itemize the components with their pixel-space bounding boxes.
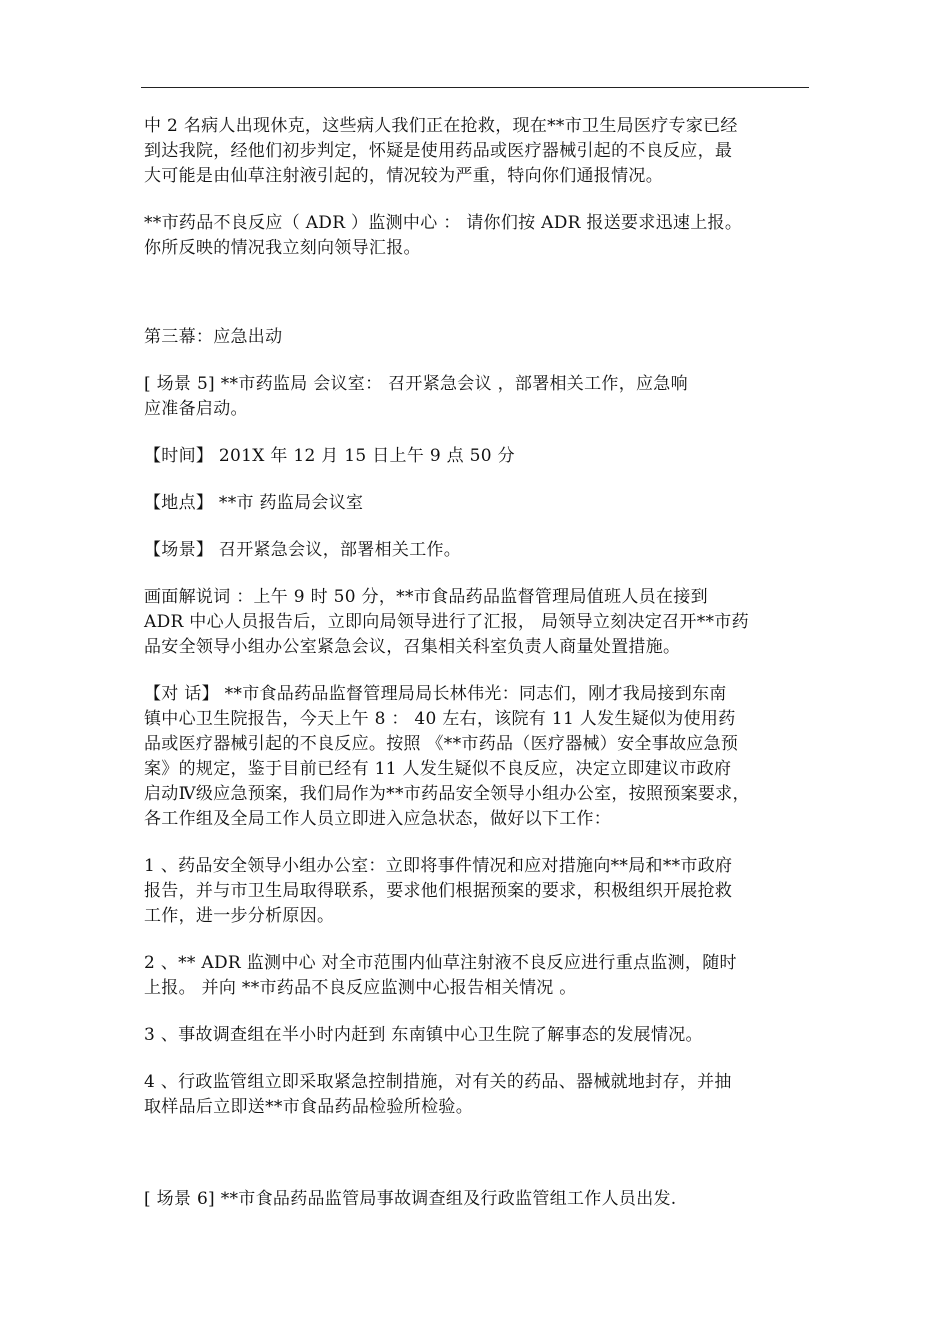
text-line: 画面解说词 ：上午 9 时 50 分，**市食品药品监督管理局值班人员在接到 bbox=[144, 587, 708, 607]
paragraph-scene bbox=[144, 538, 806, 563]
text-line: 报告，并与市卫生局取得联系，要求他们根据预案的要求，积极组织开展抢救 bbox=[144, 881, 733, 901]
text-line: 案》的规定，鉴于目前已经有 11 人发生疑似不良反应，决定立即建议市政府 bbox=[144, 759, 732, 779]
text-line: 镇中心卫生院报告，今天上午 8 ： 40 左右，该院有 11 人发生疑似为使用药 bbox=[144, 709, 736, 729]
text-line: 1 、药品安全领导小组办公室：立即将事件情况和应对措施向**局和**市政府 bbox=[144, 856, 733, 876]
text-line: 3 、事故调查组在半小时内赶到 东南镇中心卫生院了解事态的发展情况。 bbox=[144, 1025, 703, 1045]
text-line: 上报。 并向 **市药品不良反应监测中心报告相关情况 。 bbox=[144, 978, 577, 998]
list-item-3 bbox=[144, 1023, 806, 1048]
text-line: 品安全领导小组办公室紧急会议，召集相关科室负责人商量处置措施。 bbox=[144, 637, 681, 657]
text-line: 【时间】 201X 年 12 月 15 日上午 9 点 50 分 bbox=[144, 446, 515, 466]
paragraph-narration bbox=[144, 585, 806, 660]
paragraph-place bbox=[144, 491, 806, 516]
paragraph-scene-5 bbox=[144, 372, 806, 422]
text-line: 你所反映的情况我立刻向领导汇报。 bbox=[144, 238, 421, 258]
paragraph-dialogue bbox=[144, 682, 806, 832]
text-line: 启动Ⅳ级应急预案，我们局作为**市药品安全领导小组办公室，按照预案要求， bbox=[144, 784, 750, 804]
text-line: 【场景】 召开紧急会议，部署相关工作。 bbox=[144, 540, 462, 560]
list-item-2 bbox=[144, 951, 806, 1001]
text-line: 【地点】 **市 药监局会议室 bbox=[144, 493, 364, 513]
text-line: **市药品不良反应（ ADR ）监测中心 ： 请你们按 ADR 报送要求迅速上报。 bbox=[144, 213, 743, 233]
text-line: ADR 中心人员报告后，立即向局领导进行了汇报， 局领导立刻决定召开**市药 bbox=[144, 612, 749, 632]
text-line: [ 场景 5] **市药监局 会议室： 召开紧急会议 ，部署相关工作，应急响 bbox=[144, 374, 688, 394]
text-line: 品或医疗器械引起的不良反应。按照 《**市药品（医疗器械）安全事故应急预 bbox=[144, 734, 739, 754]
paragraph-scene-6 bbox=[144, 1187, 806, 1212]
paragraph-hospital-report bbox=[144, 114, 806, 189]
text-line: [ 场景 6] **市食品药品监管局事故调查组及行政监管组工作人员出发. bbox=[144, 1189, 677, 1209]
paragraph-time bbox=[144, 444, 806, 469]
text-line: 【对 话】 **市食品药品监督管理局局长林伟光：同志们，刚才我局接到东南 bbox=[144, 684, 727, 704]
text-line: 4 、行政监管组立即采取紧急控制措施，对有关的药品、器械就地封存，并抽 bbox=[144, 1072, 732, 1092]
document-body bbox=[144, 114, 806, 1234]
header-rule bbox=[141, 87, 809, 88]
text-line: 到达我院，经他们初步判定，怀疑是使用药品或医疗器械引起的不良反应，最 bbox=[144, 141, 733, 161]
text-line: 中 2 名病人出现休克，这些病人我们正在抢救，现在**市卫生局医疗专家已经 bbox=[144, 116, 738, 136]
text-line: 应准备启动。 bbox=[144, 399, 248, 419]
spacer bbox=[144, 283, 806, 325]
act-heading bbox=[144, 325, 806, 350]
act-title: 第三幕：应急出动 bbox=[144, 327, 283, 347]
text-line: 工作，进一步分析原因。 bbox=[144, 906, 335, 926]
text-line: 2 、** ADR 监测中心 对全市范围内仙草注射液不良反应进行重点监测，随时 bbox=[144, 953, 737, 973]
text-line: 大可能是由仙草注射液引起的，情况较为严重，特向你们通报情况。 bbox=[144, 166, 663, 186]
list-item-1 bbox=[144, 854, 806, 929]
spacer bbox=[144, 1142, 806, 1187]
paragraph-adr-response bbox=[144, 211, 806, 261]
list-item-4 bbox=[144, 1070, 806, 1120]
text-line: 取样品后立即送**市食品药品检验所检验。 bbox=[144, 1097, 473, 1117]
text-line: 各工作组及全局工作人员立即进入应急状态，做好以下工作： bbox=[144, 809, 612, 829]
